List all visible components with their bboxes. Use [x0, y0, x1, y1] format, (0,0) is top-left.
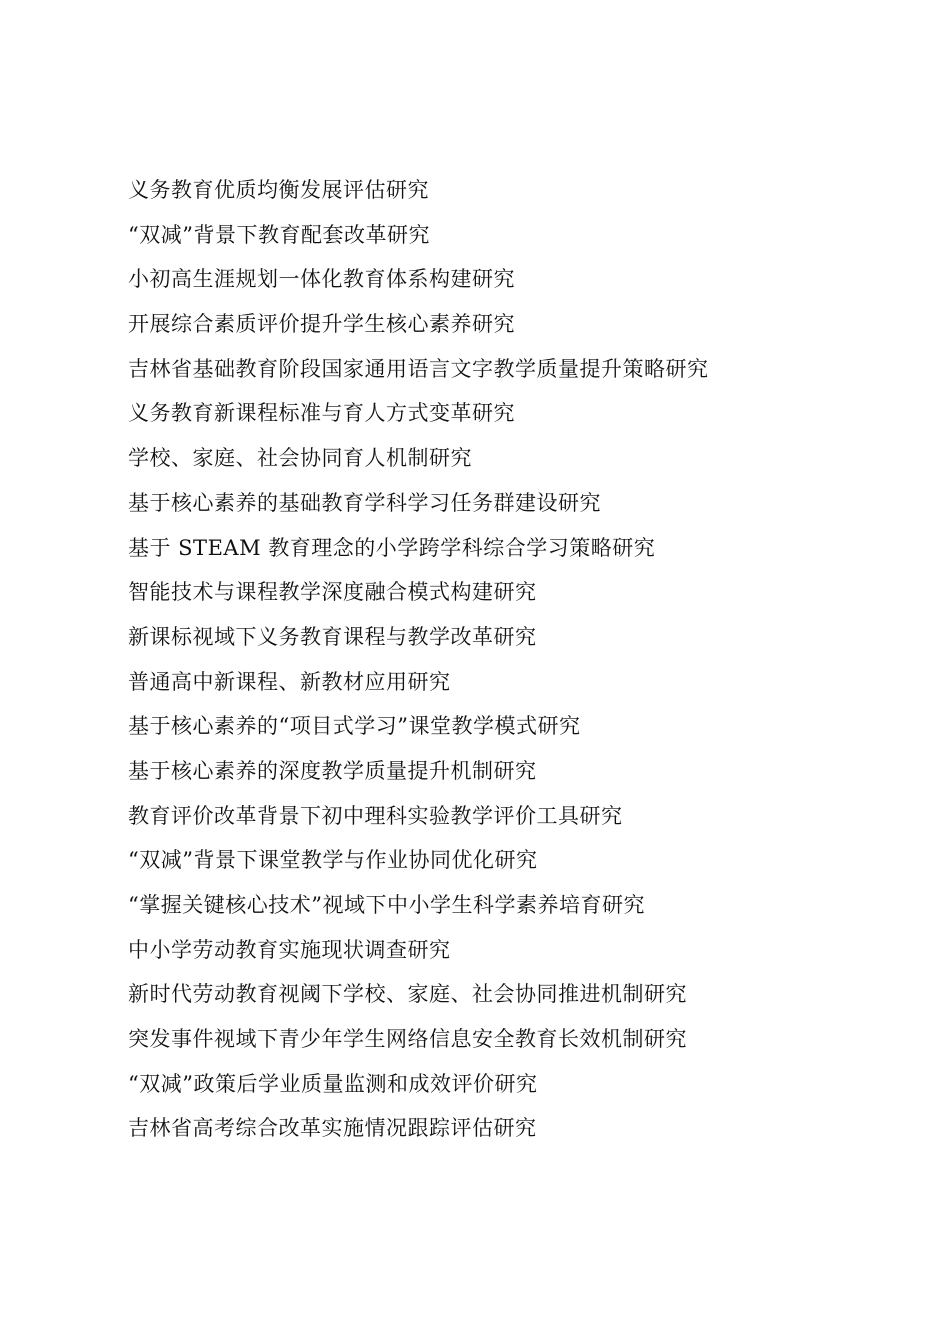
topic-item: “双减”政策后学业质量监测和成效评价研究 [128, 1071, 538, 1096]
topic-item: “双减”背景下课堂教学与作业协同优化研究 [128, 848, 538, 873]
topic-item: 义务教育优质均衡发展评估研究 [128, 178, 429, 202]
topic-item: 开展综合素质评价提升学生核心素养研究 [128, 312, 515, 337]
topic-item: 学校、家庭、社会协同育人机制研究 [128, 446, 472, 471]
topic-item: 吉林省基础教育阶段国家通用语言文字教学质量提升策略研究 [128, 356, 709, 381]
topic-item: 教育评价改革背景下初中理科实验教学评价工具研究 [128, 803, 623, 828]
topic-item: 新时代劳动教育视阈下学校、家庭、社会协同推进机制研究 [128, 982, 687, 1007]
topic-item: “掌握关键核心技术”视域下中小学生科学素养培育研究 [128, 893, 645, 917]
topic-item: 中小学劳动教育实施现状调查研究 [128, 937, 451, 962]
topic-item: 突发事件视域下青少年学生网络信息安全教育长效机制研究 [128, 1027, 687, 1052]
topic-item: 义务教育新课程标准与育人方式变革研究 [128, 401, 515, 426]
topic-item: “双减”背景下教育配套改革研究 [128, 222, 430, 247]
research-topic-list [128, 168, 888, 1151]
topic-item: 吉林省高考综合改革实施情况跟踪评估研究 [128, 1116, 537, 1141]
topic-item: 智能技术与课程教学深度融合模式构建研究 [128, 580, 537, 605]
topic-item: 新课标视域下义务教育课程与教学改革研究 [128, 624, 537, 649]
topic-item: 基于核心素养的基础教育学科学习任务群建设研究 [128, 490, 601, 515]
topic-item: 基于核心素养的“项目式学习”课堂教学模式研究 [128, 714, 581, 739]
topic-item: 普通高中新课程、新教材应用研究 [128, 669, 451, 694]
topic-item: 基于 STEAM 教育理念的小学跨学科综合学习策略研究 [128, 535, 656, 560]
topic-item: 基于核心素养的深度教学质量提升机制研究 [128, 758, 537, 783]
topic-item: 小初高生涯规划一体化教育体系构建研究 [128, 267, 515, 292]
